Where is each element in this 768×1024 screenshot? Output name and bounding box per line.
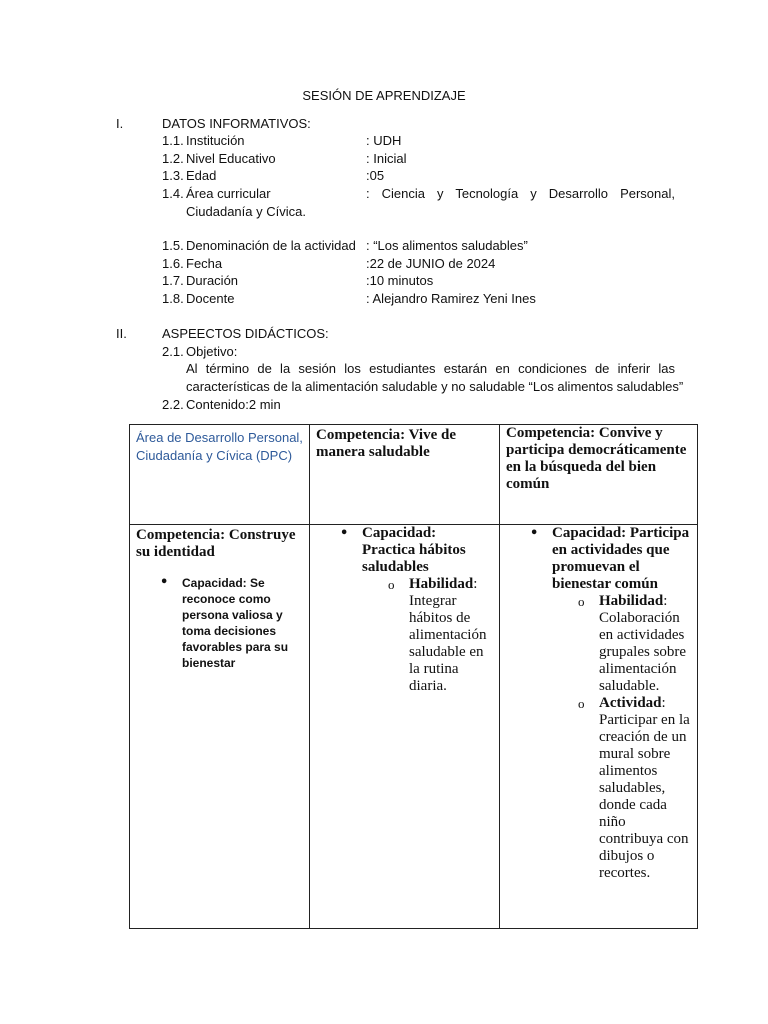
habilidad-list <box>315 576 493 695</box>
capacidad-list <box>500 525 697 882</box>
item-value-nivel: : Inicial <box>366 151 407 166</box>
competencia-identidad-heading: Competencia: Construye su identidad <box>136 527 296 560</box>
objective-label: Objetivo: <box>186 344 238 359</box>
habilidad-label: Habilidad <box>599 593 664 609</box>
item-number: 1.4. <box>162 186 184 201</box>
header-cell-convive <box>500 425 698 525</box>
item-label-denominacion: Denominación de la actividad <box>186 238 356 253</box>
objective-text-line-2: características de la alimentación saludable y no saludable “Los alimentos saludables” <box>186 379 684 394</box>
item-value-area: : Ciencia y Tecnología y Desarrollo Personal, <box>366 186 675 201</box>
competencia-vive-heading: Competencia: Vive de manera saludable <box>316 427 456 460</box>
item-label-nivel: Nivel Educativo <box>186 151 276 166</box>
item-label-area: Área curricular <box>186 186 271 201</box>
body-cell-habitos <box>310 525 500 929</box>
item-value-fecha: :22 de JUNIO de 2024 <box>366 256 496 271</box>
actividad-bienestar: o Actividad: Participar en la creación de un mural sobre alimentos saludables, donde cada niño contribuya con dibujos o recortes. <box>599 695 691 882</box>
capacidad-habitos <box>362 525 493 695</box>
item-value-duracion: :10 minutos <box>366 273 434 288</box>
item-number: 1.8. <box>162 291 184 306</box>
item-number: 1.1. <box>162 133 184 148</box>
item-label-duracion: Duración <box>186 273 239 288</box>
item-label-edad: Edad <box>186 168 217 183</box>
item-value-denominacion: : “Los alimentos saludables” <box>366 238 528 253</box>
actividad-label: Actividad <box>599 695 662 711</box>
header-cell-area <box>130 425 310 525</box>
page-title: SESIÓN DE APRENDIZAJE <box>302 88 466 103</box>
table-header-row <box>130 425 698 525</box>
capacidad-identidad: • Capacidad: Se reconoce como persona valiosa y toma decisiones favorables para su bienestar <box>182 575 303 671</box>
capacidad-bienestar <box>552 525 691 882</box>
content-label: Contenido:2 min <box>186 397 281 412</box>
capacidad-habitos-text: Capacidad: Practica hábitos saludables <box>362 525 466 575</box>
section-2-heading: ASPEECTOS DIDÁCTICOS: <box>162 326 329 341</box>
competencias-table <box>129 424 698 929</box>
actividad-text: Participar en la creación de un mural sobre alimentos saludables, donde cada niño contribuya con dibujos o recortes. <box>599 712 690 881</box>
item-value-edad: :05 <box>366 168 385 183</box>
habilidad-label: Habilidad <box>409 576 474 592</box>
capacidad-bienestar-text: Capacidad: Participa en actividades que promuevan el bienestar común <box>552 525 690 592</box>
header-cell-vive <box>310 425 500 525</box>
item-label-docente: Docente <box>186 291 235 306</box>
capacidad-list <box>310 525 499 695</box>
item-number: 1.2. <box>162 151 184 166</box>
habilidad-text: Integrar hábitos de alimentación saludable en la rutina diaria. <box>409 593 487 694</box>
competencia-convive-heading: Competencia: Convive y participa democráticamente en la búsqueda del bien común <box>506 425 687 492</box>
item-number: 1.5. <box>162 238 184 253</box>
item-value-area-continuation: Ciudadanía y Cívica. <box>186 204 306 219</box>
section-1-number: I. <box>116 116 124 131</box>
capacidad-list <box>130 561 309 671</box>
table-body-row <box>130 525 698 929</box>
objective-text-line-1: Al término de la sesión los estudiantes estarán en condiciones de inferir las <box>186 361 675 376</box>
habilidad-text: Colaboración en actividades grupales sobre alimentación saludable. <box>599 610 687 694</box>
item-value-institucion: : UDH <box>366 133 402 148</box>
item-number: 1.7. <box>162 273 184 288</box>
item-value-docente: : Alejandro Ramirez Yeni Ines <box>366 291 536 306</box>
body-cell-bienestar <box>500 525 698 929</box>
item-label-institucion: Institución <box>186 133 245 148</box>
body-cell-identidad <box>130 525 310 929</box>
item-number: 1.6. <box>162 256 184 271</box>
section-2-number: II. <box>116 326 127 341</box>
area-dpc-title: Área de Desarrollo Personal, Ciudadanía y Cívica (DPC) <box>136 430 303 463</box>
objective-number: 2.1. <box>162 344 184 359</box>
item-number: 1.3. <box>162 168 184 183</box>
content-number: 2.2. <box>162 397 184 412</box>
habilidad-habitos: o Habilidad: Integrar hábitos de alimentación saludable en la rutina diaria. <box>409 576 493 695</box>
item-label-fecha: Fecha <box>186 256 223 271</box>
habilidad-actividad-list <box>552 593 691 882</box>
section-1-heading: DATOS INFORMATIVOS: <box>162 116 311 131</box>
habilidad-bienestar: o Habilidad: Colaboración en actividades grupales sobre alimentación saludable. <box>599 593 691 695</box>
